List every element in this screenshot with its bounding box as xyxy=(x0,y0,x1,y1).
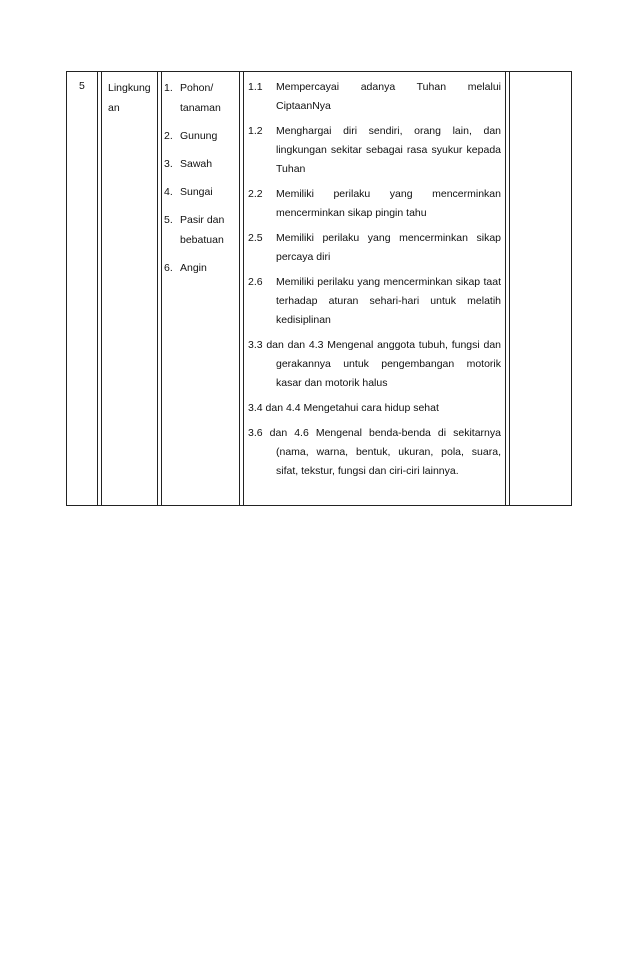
subtopic-column xyxy=(157,72,239,505)
subtopic-number: 2. xyxy=(164,130,173,142)
subtopic-item xyxy=(164,154,236,174)
topic-column xyxy=(97,72,157,505)
subtopic-number: 6. xyxy=(164,262,173,274)
subtopic-item xyxy=(164,210,236,250)
topic-cell xyxy=(108,78,156,118)
subtopic-item xyxy=(164,78,236,118)
subtopic-text: Sungai xyxy=(180,186,213,198)
subtopic-list xyxy=(164,78,236,286)
competency-text: 3.6 dan 4.6 Mengenal benda-benda di sekitarnya (nama, warna, bentuk, ukuran, pola, suara, sifat, tekstur, fungsi dan ciri-ciri lainnya. xyxy=(248,427,501,477)
row-number: 5 xyxy=(79,80,85,92)
competency-item xyxy=(248,424,501,481)
competency-code: 2.2 xyxy=(248,188,263,200)
competency-text: Memiliki perilaku yang mencerminkan mencerminkan sikap pingin tahu xyxy=(276,188,501,219)
number-column xyxy=(67,72,97,505)
subtopic-number: 1. xyxy=(164,82,173,94)
competency-item xyxy=(248,336,501,393)
competency-code: 2.6 xyxy=(248,276,263,288)
competency-item xyxy=(248,399,501,418)
competency-text: 3.4 dan 4.4 Mengetahui cara hidup sehat xyxy=(248,402,439,414)
competency-text: Memiliki perilaku yang mencerminkan sikap percaya diri xyxy=(276,232,501,263)
subtopic-number: 4. xyxy=(164,186,173,198)
subtopic-number: 3. xyxy=(164,158,173,170)
subtopic-text: Angin xyxy=(180,262,207,274)
subtopic-text: Pohon/ tanaman xyxy=(180,82,221,114)
notes-column xyxy=(505,72,573,505)
competency-item xyxy=(248,273,501,330)
competency-text: Memiliki perilaku yang mencerminkan sikap taat terhadap aturan sehari-hari untuk melatih kedisiplinan xyxy=(276,276,501,326)
competency-code: 1.1 xyxy=(248,81,263,93)
competency-text: Menghargai diri sendiri, orang lain, dan lingkungan sekitar sebagai rasa syukur kepada Tuhan xyxy=(276,125,501,175)
competency-text: Mempercayai adanya Tuhan melalui CiptaanNya xyxy=(276,81,501,112)
topic-line-2: an xyxy=(108,102,120,114)
subtopic-text: Pasir dan bebatuan xyxy=(180,214,225,246)
competency-list xyxy=(248,78,501,487)
competency-column xyxy=(239,72,505,505)
curriculum-table xyxy=(66,71,572,506)
competency-item xyxy=(248,122,501,179)
competency-item xyxy=(248,185,501,223)
subtopic-item xyxy=(164,258,236,278)
competency-item xyxy=(248,78,501,116)
competency-item xyxy=(248,229,501,267)
subtopic-text: Sawah xyxy=(180,158,213,170)
competency-code: 1.2 xyxy=(248,125,263,137)
subtopic-number: 5. xyxy=(164,214,173,226)
subtopic-item xyxy=(164,182,236,202)
competency-text: 3.3 dan dan 4.3 Mengenal anggota tubuh, fungsi dan gerakannya untuk pengembangan motorik kasar dan motorik halus xyxy=(248,339,501,389)
competency-code: 2.5 xyxy=(248,232,263,244)
subtopic-text: Gunung xyxy=(180,130,218,142)
topic-line-1: Lingkung xyxy=(108,82,151,94)
subtopic-item xyxy=(164,126,236,146)
